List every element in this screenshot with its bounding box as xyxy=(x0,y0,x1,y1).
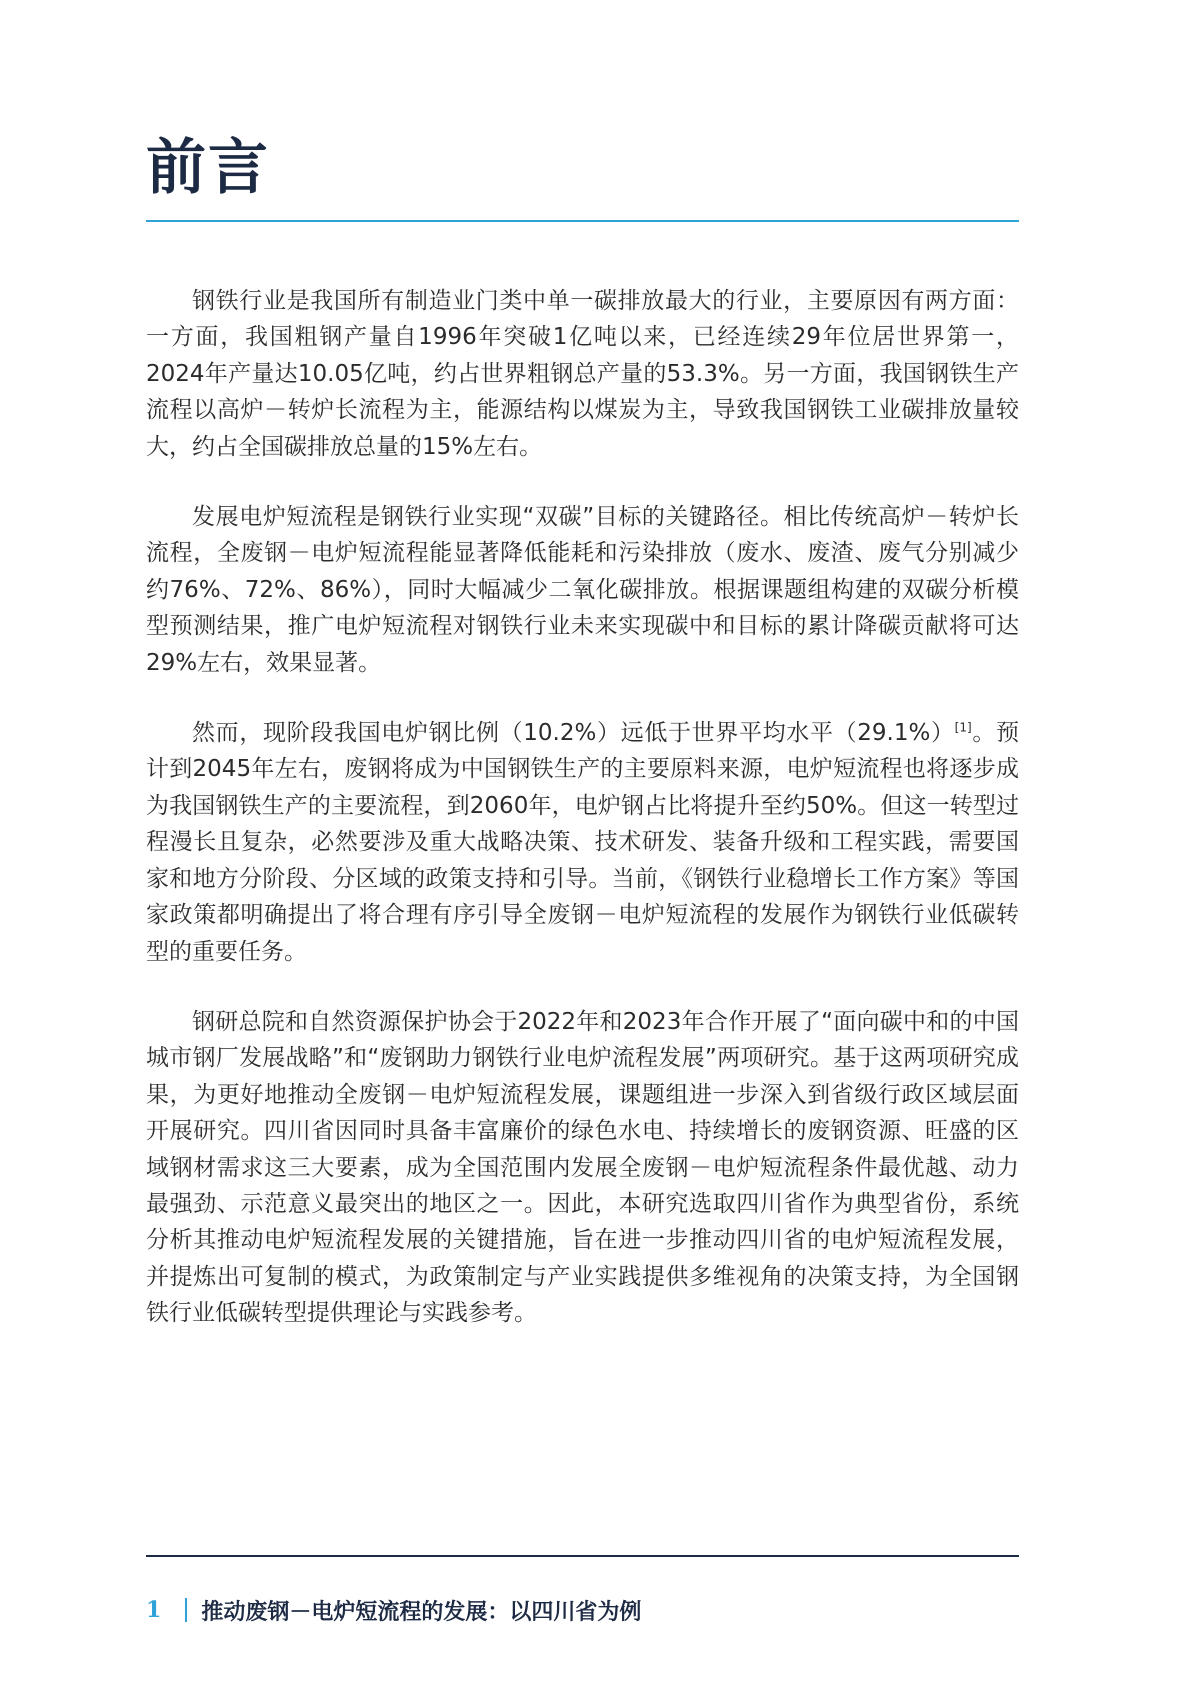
paragraph-3-text-after: 。预计到2045年左右，废钢将成为中国钢铁生产的主要原料来源，电炉短流程也将逐步成为我国钢铁生产的主要流程，到2060年，电炉钢占比将提升至约50%。但这一转型过程漫长且复杂，必然要涉及重大战略决策、技术研发、装备升级和工程实践，需要国家和地方分阶段、分区域的政策支持和引导。当前，《钢铁行业稳增长工作方案》等国家政策都明确提出了将合理有序引导全废钢－电炉短流程的发展作为钢铁行业低碳转型的重要任务。 xyxy=(146,720,1019,965)
page-footer xyxy=(146,1590,641,1630)
footer-divider xyxy=(146,1555,1019,1557)
title-divider xyxy=(146,220,1019,222)
footer-document-title: 推动废钢－电炉短流程的发展：以四川省为例 xyxy=(201,1599,642,1625)
footer-separator xyxy=(185,1598,187,1622)
body-text xyxy=(146,283,1019,1366)
paragraph-3 xyxy=(146,715,1019,970)
footnote-reference[interactable]: [1] xyxy=(954,720,972,735)
paragraph-4: 钢研总院和自然资源保护协会于2022年和2023年合作开展了“面向碳中和的中国城市钢厂发展战略”和“废钢助力钢铁行业电炉流程发展”两项研究。基于这两项研究成果，为更好地推动全废钢－电炉短流程发展，课题组进一步深入到省级行政区域层面开展研究。四川省因同时具备丰富廉价的绿色水电、持续增长的废钢资源、旺盛的区域钢材需求这三大要素，成为全国范围内发展全废钢－电炉短流程条件最优越、动力最强劲、示范意义最突出的地区之一。因此，本研究选取四川省作为典型省份，系统分析其推动电炉短流程发展的关键措施，旨在进一步推动四川省的电炉短流程发展，并提炼出可复制的模式，为政策制定与产业实践提供多维视角的决策支持，为全国钢铁行业低碳转型提供理论与实践参考。 xyxy=(146,1008,1019,1327)
paragraph-2: 发展电炉短流程是钢铁行业实现“双碳”目标的关键路径。相比传统高炉－转炉长流程，全废钢－电炉短流程能显著降低能耗和污染排放（废水、废渣、废气分别减少约76%、72%、86%），同时大幅减少二氧化碳排放。根据课题组构建的双碳分析模型预测结果，推广电炉短流程对钢铁行业未来实现碳中和目标的累计降碳贡献将可达29%左右，效果显著。 xyxy=(146,504,1019,676)
paragraph-3-text-before: 然而，现阶段我国电炉钢比例（10.2%）远低于世界平均水平（29.1%） xyxy=(192,720,955,747)
paragraph-1: 钢铁行业是我国所有制造业门类中单一碳排放最大的行业，主要原因有两方面：一方面，我国粗钢产量自1996年突破1亿吨以来，已经连续29年位居世界第一，2024年产量达10.05亿吨，约占世界粗钢总产量的53.3%。另一方面，我国钢铁生产流程以高炉－转炉长流程为主，能源结构以煤炭为主，导致我国钢铁工业碳排放量较大，约占全国碳排放总量的15%左右。 xyxy=(146,288,1019,460)
page-title: 前言 xyxy=(146,133,270,203)
page-number: 1 xyxy=(146,1597,162,1623)
